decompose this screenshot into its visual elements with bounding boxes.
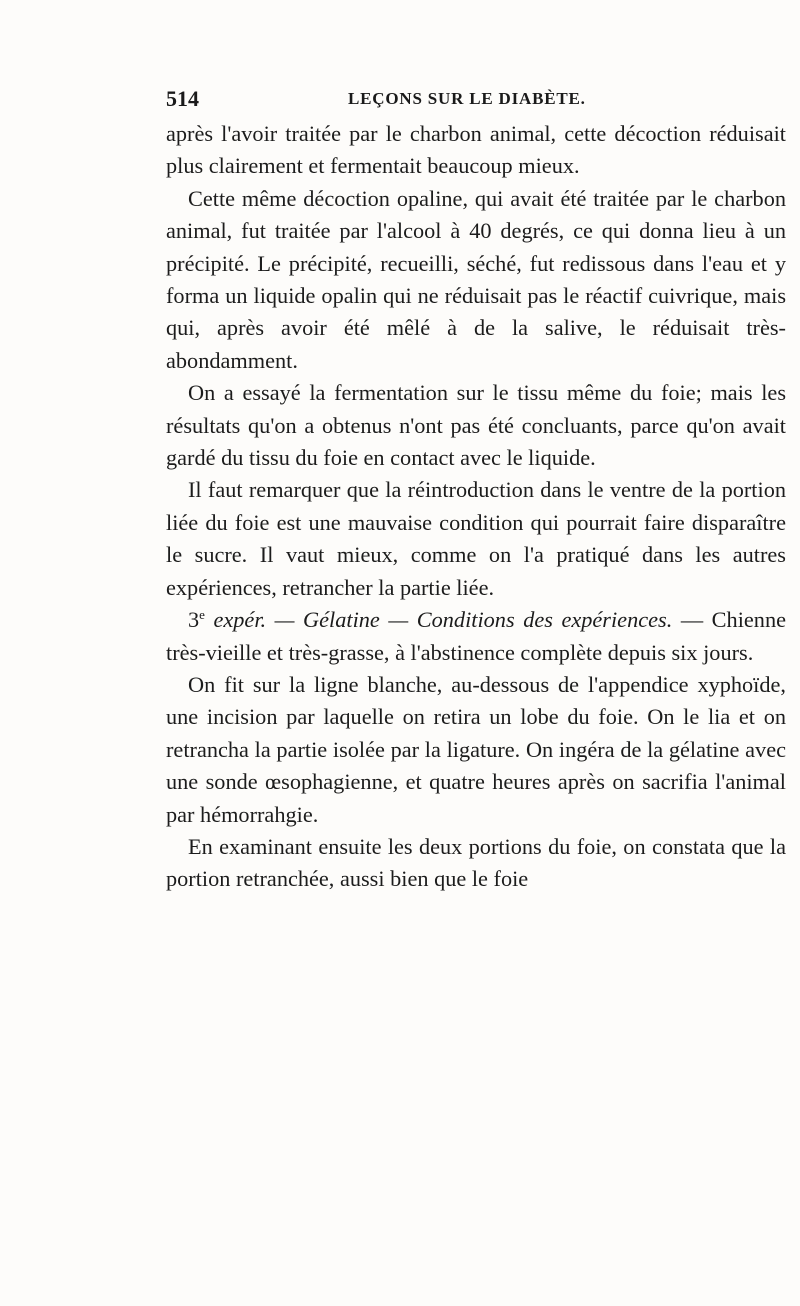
paragraph-1: après l'avoir traitée par le charbon animal, cette décoction réduisait plus clairement et fermentait beaucoup mieux. (166, 121, 786, 179)
experiment-title: expér. — Gélatine — Conditions des expériences. (204, 607, 673, 633)
experiment-number: 3 (188, 607, 200, 633)
paragraph-6: On fit sur la ligne blanche, au-dessous de l'appendice xyphoïde, une incision par laquelle on retira un lobe du foie. On le lia et on retrancha la partie isolée par la ligature. On ingéra de la gélatine avec une sonde œsophagienne, et quatre heures après on sacrifia l'animal par hémorrahgie. (166, 671, 786, 827)
paragraph-2: Cette même décoction opaline, qui avait été traitée par le charbon animal, fut traitée par l'alcool à 40 degrés, ce qui donna lieu à un précipité. Le précipité, recueilli, séché, fut redissous dans l'eau et y forma un liquide opalin qui ne réduisait pas le réactif cuivrique, mais qui, après avoir été mêlé à de la salive, le réduisait très-abondamment. (166, 185, 786, 373)
paragraph-3: On a essayé la fermentation sur le tissu même du foie; mais les résultats qu'on a obtenus n'ont pas été concluants, parce qu'on avait gardé du tissu du foie en contact avec le liquide. (166, 380, 786, 471)
experiment-ordinal-suffix: e (199, 607, 205, 623)
paragraph-4: Il faut remarquer que la réintroduction dans le ventre de la portion liée du foie est une mauvaise condition qui pourrait faire disparaître le sucre. Il vaut mieux, comme on l'a pratiqué dans les autres expériences, retrancher la partie liée. (166, 477, 786, 600)
body-text (166, 118, 786, 896)
paragraph-5-experiment-heading (166, 604, 786, 669)
paragraph-7: En examinant ensuite les deux portions du foie, on constata que la portion retranchée, aussi bien que le foie (166, 833, 786, 892)
page-header (166, 86, 786, 116)
page-number: 514 (166, 86, 199, 111)
experiment-description: — Chienne très-vieille et très-grasse, à l'abstinence complète depuis six jours. (166, 607, 786, 665)
running-title: LEÇONS SUR LE DIABÈTE. (348, 89, 586, 108)
